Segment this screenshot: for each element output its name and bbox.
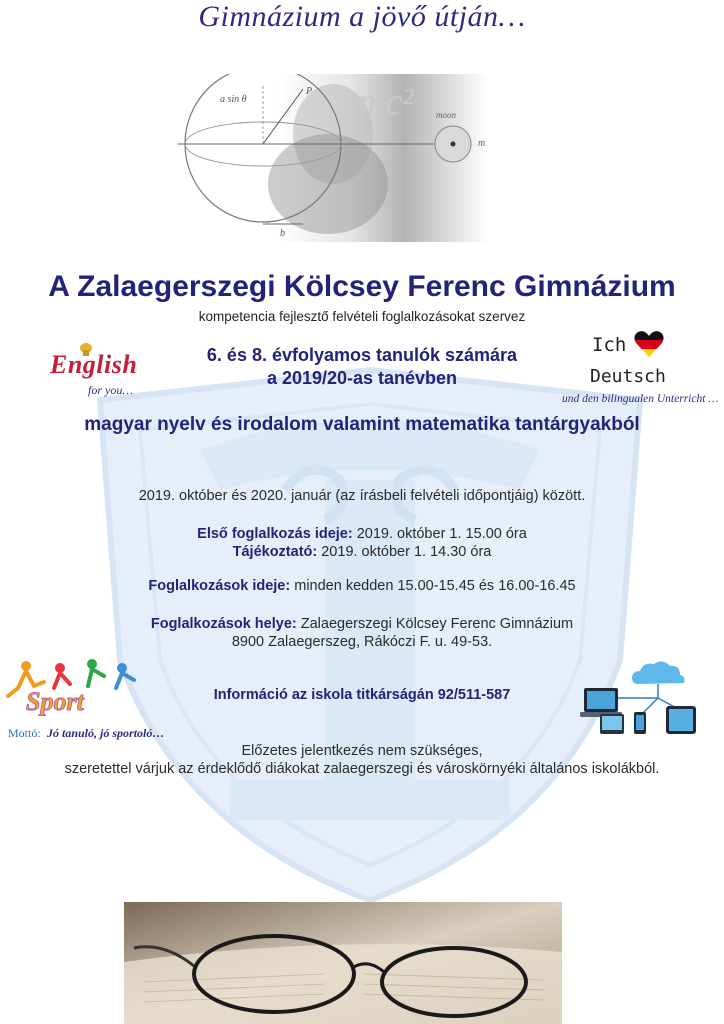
grades-line-2: a 2019/20-as tanévben bbox=[266, 368, 458, 388]
session-times-value: minden kedden 15.00-15.45 és 16.00-16.45 bbox=[290, 578, 576, 594]
grades-line-1: 6. és 8. évfolyamos tanulók számára bbox=[206, 345, 518, 365]
hero-label-p: P bbox=[306, 86, 313, 97]
contact-info: Információ az iskola titkárságán 92/511-587 bbox=[213, 687, 511, 703]
school-subtitle: kompetencia fejlesztő felvételi foglalkozásokat szervez bbox=[198, 309, 526, 324]
session-times-label: Foglalkozások ideje: bbox=[148, 578, 291, 594]
sport-motto-label: Mottó: bbox=[8, 726, 41, 740]
hero-label-b: b bbox=[280, 228, 285, 239]
cloud-devices-illustration bbox=[580, 658, 700, 742]
german-heart-icon bbox=[634, 330, 664, 358]
hero-label-moon: moon bbox=[436, 110, 456, 120]
german-badge-line2: Deutsch bbox=[590, 366, 666, 387]
german-badge-line1: Ich bbox=[592, 334, 627, 356]
hero-label-a: a sin θ bbox=[220, 94, 247, 105]
session-times bbox=[0, 577, 724, 595]
german-badge-subtitle: und den bilingualen Unterricht … bbox=[562, 393, 719, 405]
first-session-value: 2019. október 1. 15.00 óra bbox=[352, 526, 527, 542]
hero-label-m: m bbox=[478, 138, 486, 149]
first-session bbox=[0, 525, 724, 543]
invitation-text: szeretettel várjuk az érdeklődő diákokat zalaegerszegi és városkörnyéki általános iskolákból. bbox=[64, 761, 660, 777]
session-address: 8900 Zalaegerszeg, Rákóczi F. u. 49-53. bbox=[231, 634, 493, 650]
book-glasses-image bbox=[124, 902, 562, 1024]
header-motto: Gimnázium a jövő útján… bbox=[198, 0, 526, 33]
english-badge-subtitle: for you… bbox=[88, 383, 133, 397]
first-session-label: Első foglalkozás ideje: bbox=[197, 526, 353, 542]
period-text: 2019. október és 2020. január (az írásbeli felvételi időpontjáig) között. bbox=[138, 488, 586, 504]
session-place-value: Zalaegerszegi Kölcsey Ferenc Gimnázium bbox=[296, 616, 574, 632]
sport-word: Sport bbox=[26, 687, 84, 716]
session-place bbox=[0, 615, 724, 633]
hero-formula: mc² bbox=[358, 81, 414, 123]
registration-note: Előzetes jelentkezés nem szükséges, bbox=[241, 743, 483, 759]
physics-hero-image bbox=[168, 74, 488, 242]
sport-motto-text: Jó tanuló, jó sportoló… bbox=[47, 726, 165, 740]
english-badge-word: English bbox=[50, 350, 138, 379]
school-title: A Zalaegerszegi Kölcsey Ferenc Gimnázium bbox=[48, 270, 676, 303]
target-grades bbox=[140, 344, 584, 390]
subjects-line: magyar nyelv és irodalom valamint matematika tantárgyakból bbox=[84, 414, 640, 435]
sport-illustration bbox=[4, 658, 138, 722]
info-session-value: 2019. október 1. 14.30 óra bbox=[317, 544, 492, 560]
session-place-label: Foglalkozások helye: bbox=[150, 616, 297, 632]
info-session bbox=[0, 543, 724, 561]
info-session-label: Tájékoztató: bbox=[232, 544, 318, 560]
